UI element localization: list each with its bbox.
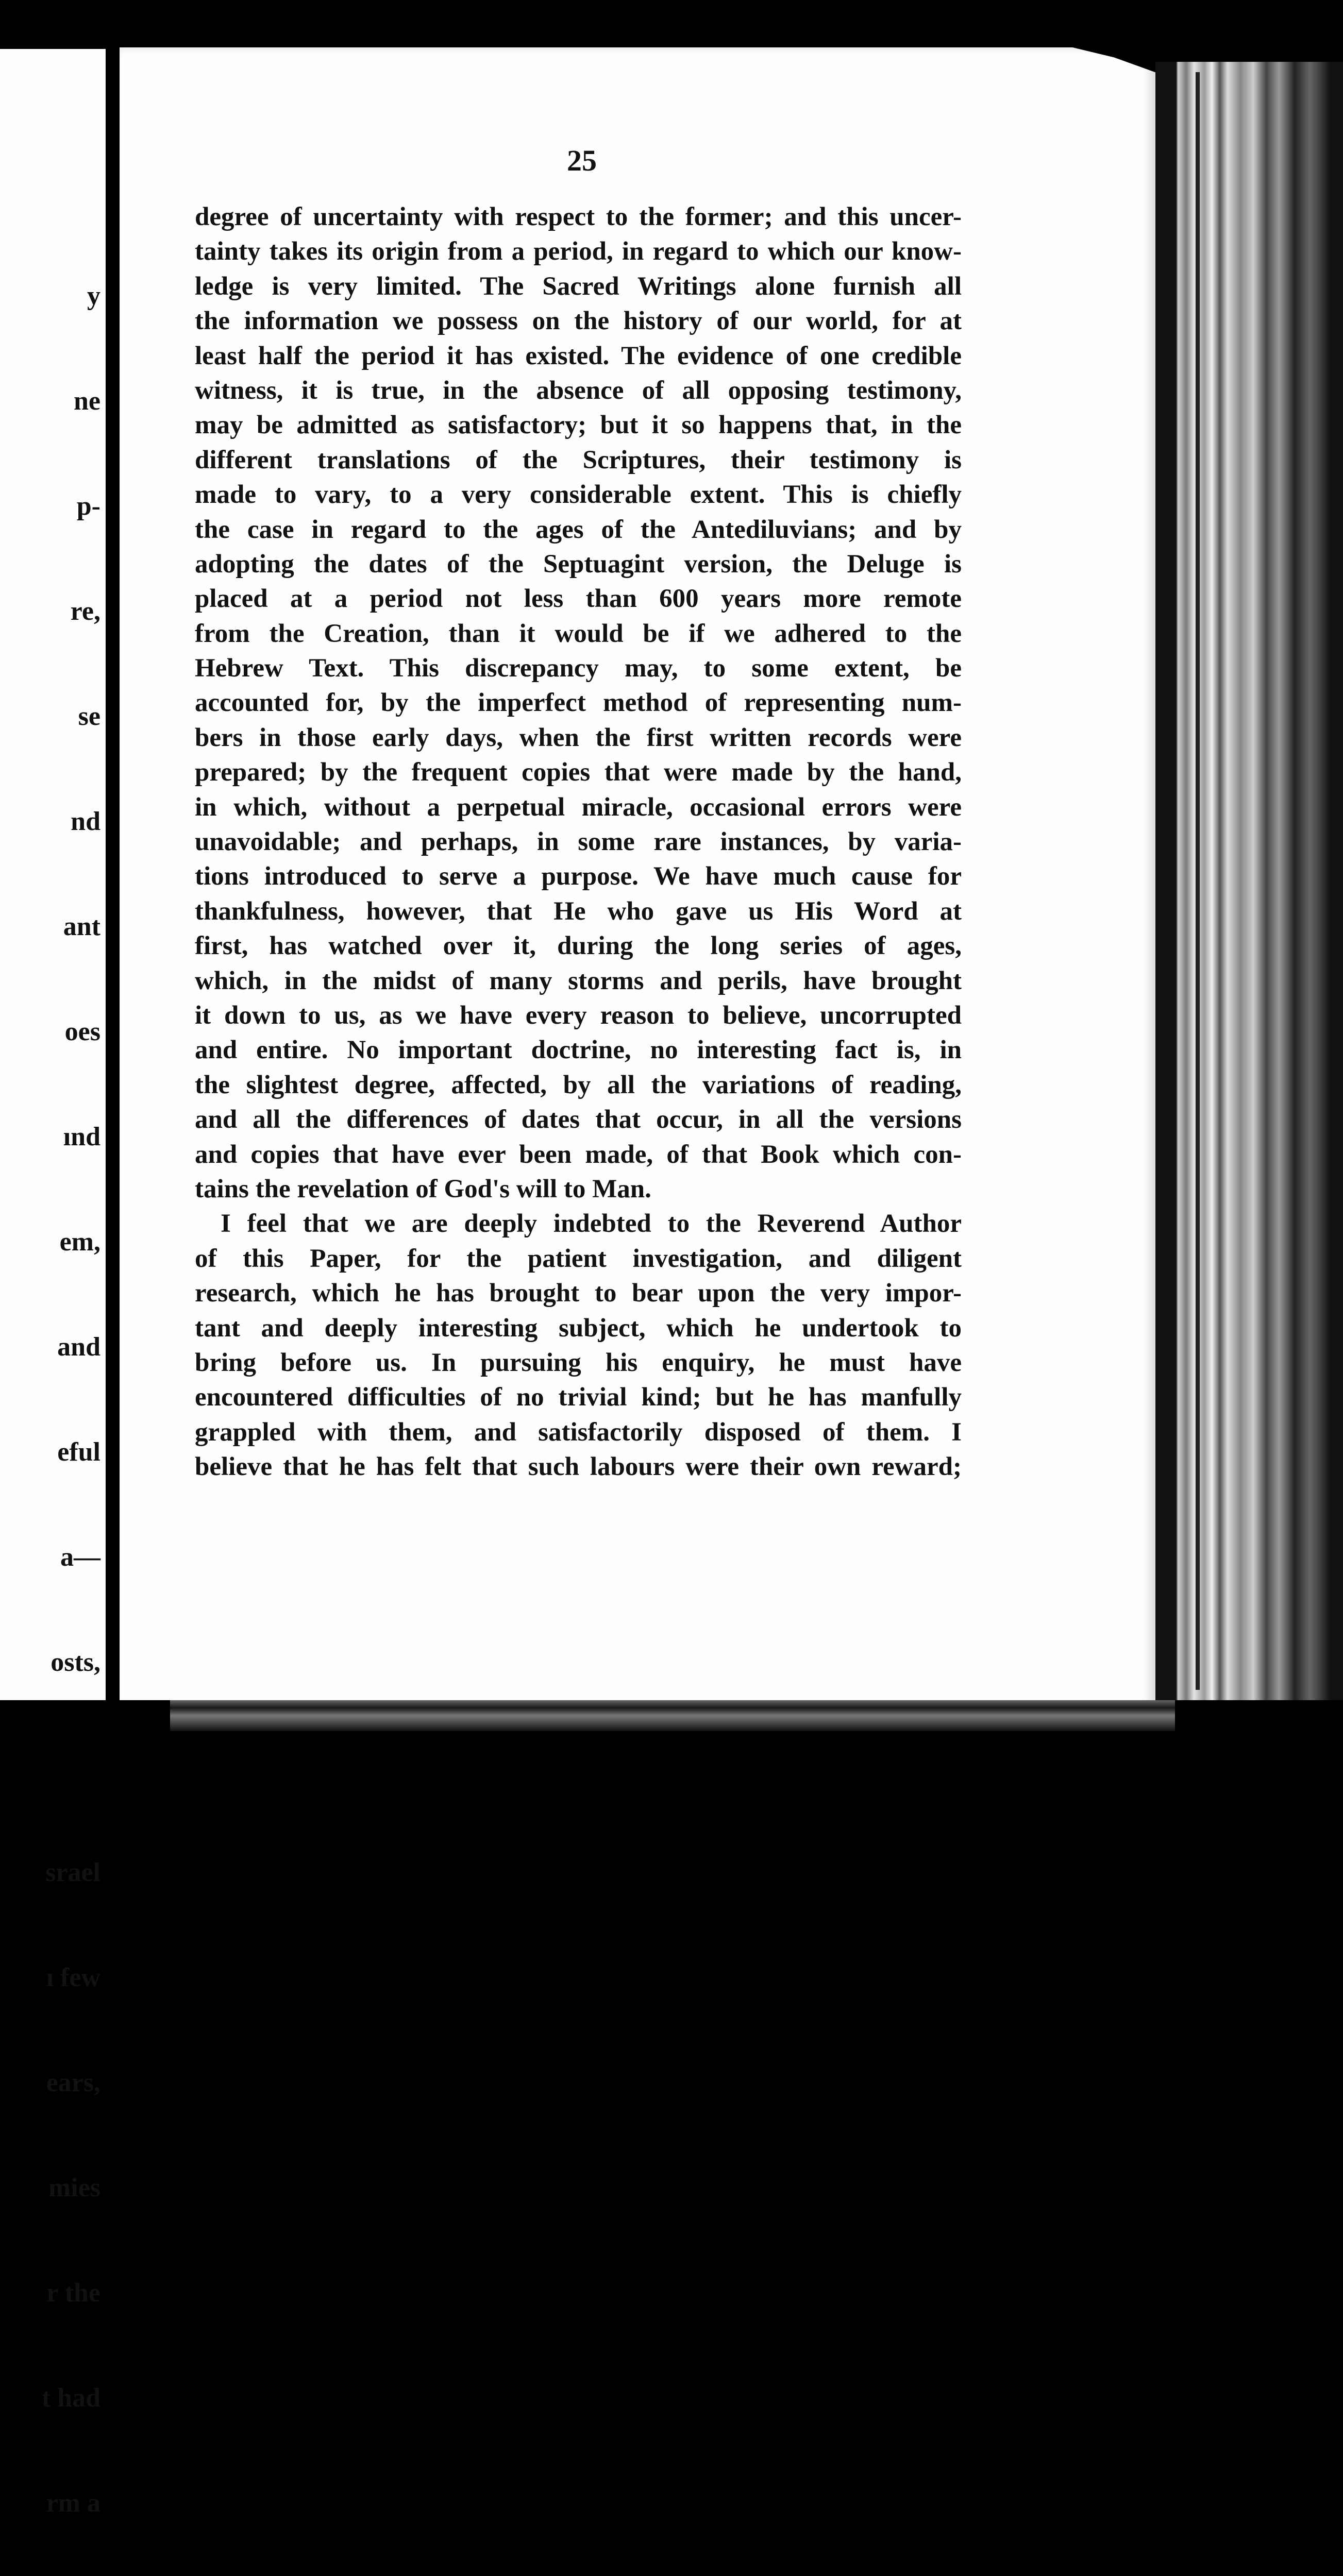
text-line: may be admitted as satisfactory; but it so happens that, in the <box>195 411 962 440</box>
facing-line: and <box>57 1332 100 1362</box>
text-line-paragraph-end: tains the revelation of God's will to Man. <box>195 1174 651 1204</box>
text-line: research, which he has brought to bear upon the very impor- <box>195 1279 962 1308</box>
text-line-paragraph-start: I feel that we are deeply indebted to the Reverend Author <box>221 1209 962 1239</box>
text-line: Hebrew Text. This discrepancy may, to some extent, be <box>195 654 962 683</box>
facing-line: a— <box>60 1543 100 1572</box>
book-gutter <box>106 49 121 1705</box>
text-line: encountered difficulties of no trivial kind; but he has manfully <box>195 1383 962 1412</box>
text-line: different translations of the Scriptures, their testimony is <box>195 445 962 474</box>
facing-line: ant <box>63 912 100 941</box>
facing-line: ı few <box>46 1963 100 1992</box>
text-line: of this Paper, for the patient investigation, and diligent <box>195 1244 962 1273</box>
text-line: witness, it is true, in the absence of all opposing testimony, <box>195 376 962 405</box>
facing-line: ınd <box>63 1122 100 1151</box>
page-number: 25 <box>567 144 597 177</box>
facing-line: p- <box>76 492 100 521</box>
text-line: it down to us, as we have every reason to believe, uncorrupted <box>195 1001 962 1030</box>
facing-line: nd <box>71 807 100 836</box>
text-line: placed at a period not less than 600 years more remote <box>195 584 962 614</box>
facing-line: ne <box>74 386 100 416</box>
facing-line: se <box>78 702 100 731</box>
text-line: prepared; by the frequent copies that were made by the hand, <box>195 758 962 787</box>
facing-line: t had <box>41 2383 100 2413</box>
facing-line: osts, <box>51 1648 100 1677</box>
text-line: ledge is very limited. The Sacred Writings alone furnish all <box>195 272 962 301</box>
text-line: adopting the dates of the Septuagint version, the Deluge is <box>195 549 962 579</box>
facing-line: re, <box>70 597 100 626</box>
text-line: tions introduced to serve a purpose. We have much cause for <box>195 862 962 891</box>
text-line: bers in those early days, when the first written records were <box>195 723 962 752</box>
text-line: the slightest degree, affected, by all the variations of reading, <box>195 1070 962 1099</box>
text-line: and all the differences of dates that occur, in all the versions <box>195 1105 962 1134</box>
text-line: grappled with them, and satisfactorily disposed of them. I <box>195 1417 962 1447</box>
text-line: made to vary, to a very considerable extent. This is chiefly <box>195 480 962 510</box>
page-stack-edge <box>1155 62 1343 1716</box>
text-line: and entire. No important doctrine, no interesting fact is, in <box>195 1036 962 1065</box>
page-body-text <box>195 200 962 1484</box>
facing-line: y <box>87 281 100 311</box>
text-line: tant and deeply interesting subject, which he undertook to <box>195 1313 962 1343</box>
text-line: tainty takes its origin from a period, in regard to which our know- <box>195 237 962 266</box>
bottom-page-edge <box>170 1700 1175 1731</box>
facing-line: ears, <box>46 2068 100 2097</box>
facing-line: oes <box>64 1017 100 1046</box>
text-line: from the Creation, than it would be if we adhered to the <box>195 619 962 648</box>
text-line: which, in the midst of many storms and perils, have brought <box>195 966 962 995</box>
text-line: in which, without a perpetual miracle, occasional errors were <box>195 792 962 822</box>
text-line: first, has watched over it, during the long series of ages, <box>195 931 962 961</box>
facing-line: srael <box>45 1858 100 1887</box>
page-stack-stripe <box>1196 72 1200 1690</box>
text-line: believe that he has felt that such labours were their own reward; <box>195 1452 962 1482</box>
text-line: bring before us. In pursuing his enquiry, he must have <box>195 1348 962 1377</box>
text-line: least half the period it has existed. The evidence of one credible <box>195 341 962 370</box>
text-line: the information we possess on the history of our world, for at <box>195 307 962 336</box>
text-line: and copies that have ever been made, of that Book which con- <box>195 1140 962 1169</box>
facing-line: mies <box>48 2173 100 2202</box>
text-line: unavoidable; and perhaps, in some rare instances, by varia- <box>195 827 962 857</box>
facing-line: rm a <box>46 2488 100 2518</box>
text-line: degree of uncertainty with respect to the former; and this uncer- <box>195 202 962 231</box>
facing-line: em, <box>59 1227 100 1257</box>
text-line: the case in regard to the ages of the Antediluvians; and by <box>195 515 962 544</box>
text-line: thankfulness, however, that He who gave us His Word at <box>195 896 962 926</box>
text-line: accounted for, by the imperfect method of representing num- <box>195 688 962 718</box>
facing-line: eful <box>57 1437 100 1467</box>
facing-line: r the <box>46 2278 100 2308</box>
